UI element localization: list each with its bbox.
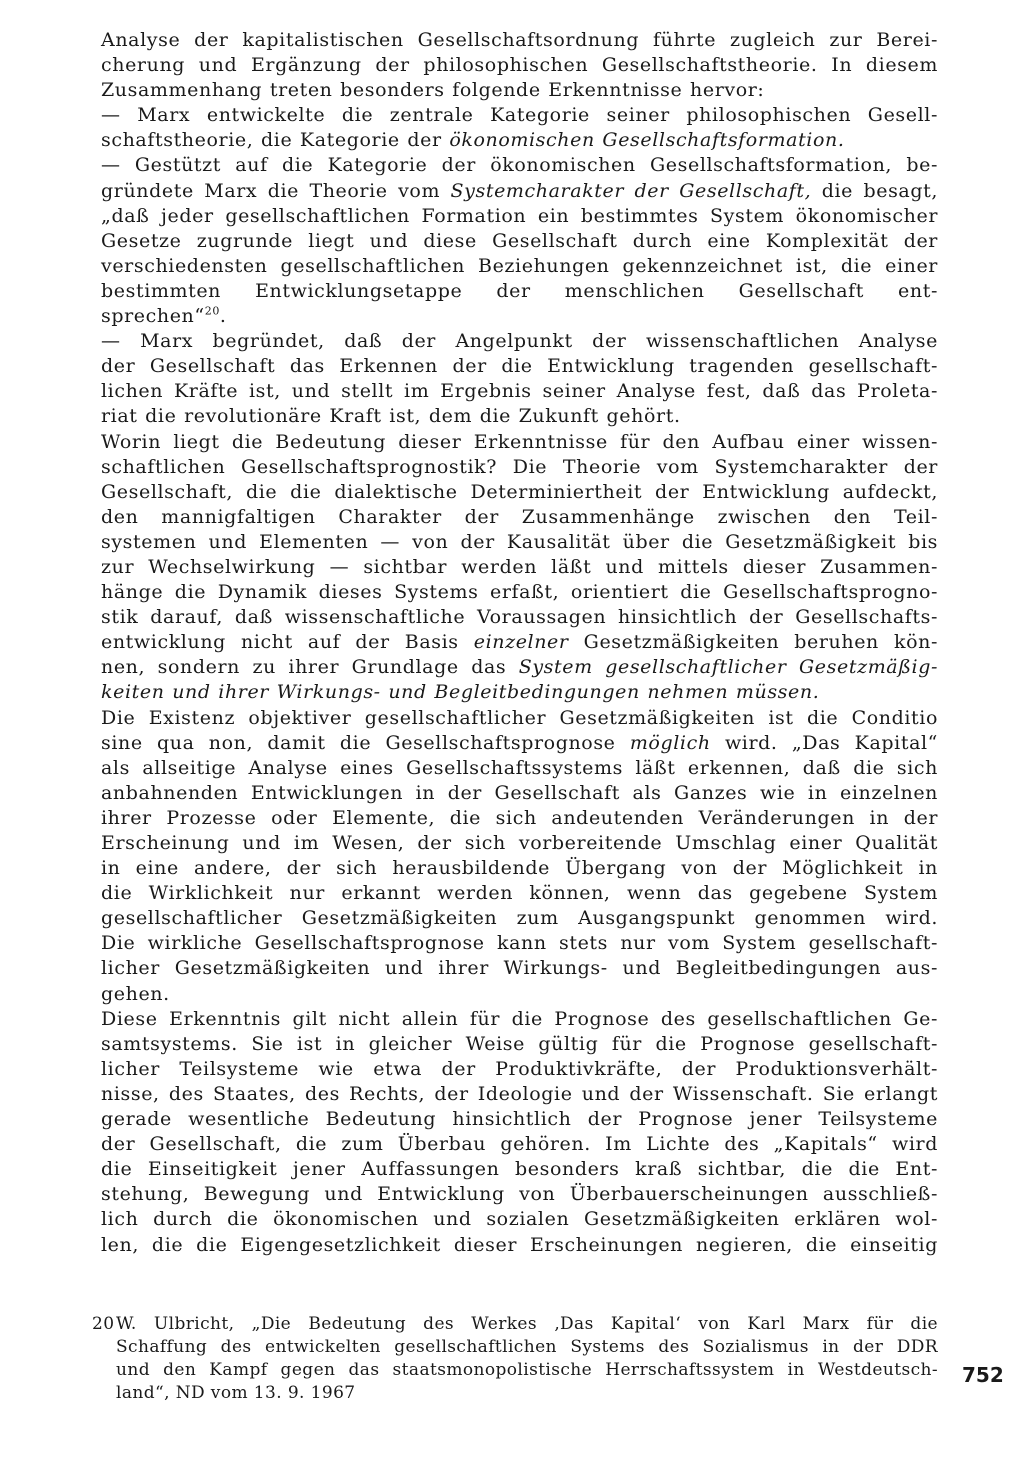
line-text: Die Existenz objektiver gesellschaftlicher Gesetzmäßigkeiten ist die Conditio (101, 706, 938, 729)
italic-text: System gesellschaftlicher Gesetzmäßig- (518, 656, 938, 679)
line-text: stehung, Bewegung und Entwicklung von Überbauerscheinungen ausschließ- (101, 1183, 938, 1206)
line-text: Analyse der kapitalistischen Gesellschaftsordnung führte zugleich zur Berei- (101, 29, 938, 51)
line-text: Worin liegt die Bedeutung dieser Erkenntnisse für den Aufbau einer wissen- (101, 430, 938, 453)
line-text: bestimmten Entwicklungsetappe der menschlichen Gesellschaft ent- (101, 279, 938, 302)
text-line (101, 982, 938, 1007)
text-line (101, 931, 938, 956)
line-text: Schaffung des entwickelten gesellschaftlichen Systems des Sozialismus in der DDR (116, 1337, 938, 1357)
line-text: schaftlichen Gesellschaftsprognostik? Die Theorie vom Systemcharakter der (101, 455, 938, 478)
line-text: . (219, 305, 227, 328)
line-text: Zusammenhang treten besonders folgende Erkenntnisse hervor: (101, 79, 765, 102)
text-line (101, 304, 938, 329)
line-text: Die wirkliche Gesellschaftsprognose kann stets nur vom System gesellschaft- (101, 932, 938, 955)
body-text (101, 28, 938, 1258)
footnote-line (116, 1336, 938, 1359)
text-line (101, 379, 938, 404)
text-line (101, 781, 938, 806)
footnote-line (116, 1313, 938, 1336)
line-text: die besagt, (811, 179, 939, 202)
line-text: Gesetzmäßigkeiten beruhen kön- (568, 631, 938, 654)
text-line (101, 630, 938, 655)
line-text: gründete Marx die Theorie vom (101, 179, 451, 202)
text-line (101, 680, 938, 705)
text-line (101, 329, 938, 354)
text-line (101, 1182, 938, 1207)
line-text: — Marx entwickelte die zentrale Kategorie seiner philosophischen Gesell- (101, 104, 938, 127)
footnote-line (116, 1382, 938, 1405)
line-text: Erscheinung und im Wesen, der sich vorbereitende Umschlag einer Qualität (101, 832, 938, 854)
text-line (101, 1032, 938, 1057)
text-line (101, 1082, 938, 1107)
text-line (101, 103, 938, 128)
italic-text: Systemcharakter der Gesellschaft, (450, 179, 812, 202)
line-text: entwicklung nicht auf der Basis (101, 631, 474, 654)
text-line (101, 354, 938, 379)
line-text: — Marx begründet, daß der Angelpunkt der wissenschaftlichen Analyse (101, 330, 938, 353)
text-line (101, 179, 938, 204)
text-line (101, 78, 938, 103)
line-text: systemen und Elementen — von der Kausalität über die Gesetzmäßigkeit bis (101, 530, 938, 553)
line-text: stik darauf, daß wissenschaftliche Voraussagen hinsichtlich der Gesellschafts- (101, 606, 938, 629)
text-line (101, 455, 938, 480)
line-text: schaftstheorie, die Kategorie der (101, 129, 450, 152)
line-text: riat die revolutionäre Kraft ist, dem die Zukunft gehört. (101, 405, 681, 428)
line-text: samtsystems. Sie ist in gleicher Weise gültig für die Prognose gesellschaft- (101, 1032, 938, 1055)
text-line (101, 555, 938, 580)
line-text: Gesetze zugrunde liegt und diese Gesellschaft durch eine Komplexität der (101, 229, 938, 252)
text-line (101, 279, 938, 304)
line-text: den mannigfaltigen Charakter der Zusammenhänge zwischen den Teil- (101, 505, 938, 528)
line-text: anbahnenden Entwicklungen in der Gesellschaft als Ganzes wie in einzelnen (101, 781, 938, 804)
line-text: Diese Erkenntnis gilt nicht allein für die Prognose des gesellschaftlichen Ge- (101, 1007, 938, 1030)
text-line (101, 28, 938, 53)
line-text: cherung und Ergänzung der philosophischen Gesellschaftstheorie. In diesem (101, 54, 938, 77)
line-text: W. Ulbricht, „Die Bedeutung des Werkes ‚Das Kapital‘ von Karl Marx für die (116, 1314, 938, 1334)
line-text: die Wirklichkeit nur erkannt werden können, wenn das gegebene System (101, 882, 938, 905)
footnote-line (116, 1359, 938, 1382)
text-line (101, 53, 938, 78)
text-line (101, 254, 938, 279)
text-line (101, 1132, 938, 1157)
footnote-text (116, 1313, 938, 1405)
line-text: land“, ND vom 13. 9. 1967 (116, 1383, 356, 1403)
text-line (101, 1057, 938, 1082)
text-line (101, 806, 938, 831)
text-line (101, 605, 938, 630)
text-line (101, 480, 938, 505)
text-line (101, 706, 938, 731)
text-line (101, 655, 938, 680)
italic-text: einzelner (473, 631, 569, 654)
line-text: als allseitige Analyse eines Gesellschaftssystems läßt erkennen, daß die sich (101, 756, 938, 779)
text-line (101, 1007, 938, 1032)
line-text: der Gesellschaft, die zum Überbau gehören. Im Lichte des „Kapitals“ wird (101, 1133, 938, 1156)
line-text: nen, sondern zu ihrer Grundlage das (101, 656, 519, 679)
text-line (101, 153, 938, 178)
line-text: der Gesellschaft das Erkennen der die Entwicklung tragenden gesellschaft- (101, 355, 938, 378)
text-line (101, 128, 938, 153)
line-text: Gesellschaft, die die dialektische Determiniertheit der Entwicklung aufdeckt, (101, 480, 938, 503)
line-text: licher Teilsysteme wie etwa der Produktivkräfte, der Produktionsverhält- (101, 1057, 938, 1080)
text-line (101, 229, 938, 254)
footnote-number: 20 (92, 1314, 115, 1334)
line-text: gesellschaftlicher Gesetzmäßigkeiten zum Ausgangspunkt genommen wird. (101, 907, 938, 930)
line-text: verschiedensten gesellschaftlichen Beziehungen gekennzeichnet ist, die einer (101, 254, 938, 277)
italic-text: keiten und ihrer Wirkungs- und Begleitbedingungen nehmen müssen. (101, 681, 820, 704)
line-text: ihrer Prozesse oder Elemente, die sich andeutenden Veränderungen in der (101, 806, 938, 829)
text-line (101, 530, 938, 555)
line-text: wird. „Das Kapital“ (710, 731, 938, 754)
text-line (101, 1107, 938, 1132)
line-text: — Gestützt auf die Kategorie der ökonomischen Gesellschaftsformation, be- (101, 154, 938, 177)
line-text: licher Gesetzmäßigkeiten und ihrer Wirkungs- und Begleitbedingungen aus- (101, 957, 938, 980)
line-text: gehen. (101, 982, 170, 1005)
line-text: hänge die Dynamik dieses Systems erfaßt, orientiert die Gesellschaftsprogno- (101, 581, 938, 604)
line-text: „daß jeder gesellschaftlichen Formation ein bestimmtes System ökonomischer (101, 204, 938, 227)
line-text: zur Wechselwirkung — sichtbar werden läßt und mittels dieser Zusammen- (101, 555, 938, 578)
text-line (101, 1233, 938, 1258)
line-text: nisse, des Staates, des Rechts, der Ideologie und der Wissenschaft. Sie erlangt (101, 1082, 938, 1105)
text-line (101, 831, 938, 856)
line-text: sine qua non, damit die Gesellschaftsprognose (101, 731, 630, 754)
text-line (101, 204, 938, 229)
text-line (101, 1157, 938, 1182)
line-text: lich durch die ökonomischen und sozialen Gesetzmäßigkeiten erklären wol- (101, 1208, 938, 1231)
text-line (101, 404, 938, 429)
line-text: die Einseitigkeit jener Auffassungen besonders kraß sichtbar, die die Ent- (101, 1158, 938, 1181)
text-line (101, 881, 938, 906)
page-number: 752 (962, 1363, 1004, 1387)
text-line (101, 756, 938, 781)
text-line (101, 1207, 938, 1232)
line-text: sprechen“ (101, 305, 205, 328)
text-line (101, 856, 938, 881)
line-text: in eine andere, der sich herausbildende Übergang von der Möglichkeit in (101, 857, 938, 880)
line-text: und den Kampf gegen das staatsmonopolistische Herrschaftssystem in Westdeutsch- (116, 1360, 938, 1380)
text-line (101, 906, 938, 931)
text-line (101, 430, 938, 455)
line-text: gerade wesentliche Bedeutung hinsichtlich der Prognose jener Teilsysteme (101, 1108, 938, 1131)
text-line (101, 505, 938, 530)
footnote-block (92, 1313, 938, 1405)
text-line (101, 956, 938, 981)
text-line (101, 731, 938, 756)
footnote-ref: 20 (204, 304, 220, 318)
italic-text: möglich (629, 731, 711, 754)
text-line (101, 580, 938, 605)
line-text: len, die die Eigengesetzlichkeit dieser Erscheinungen negieren, die einseitig (101, 1233, 938, 1256)
line-text: lichen Kräfte ist, und stellt im Ergebnis seiner Analyse fest, daß das Proleta- (101, 380, 938, 403)
italic-text: ökonomischen Gesellschaftsformation. (449, 129, 845, 152)
